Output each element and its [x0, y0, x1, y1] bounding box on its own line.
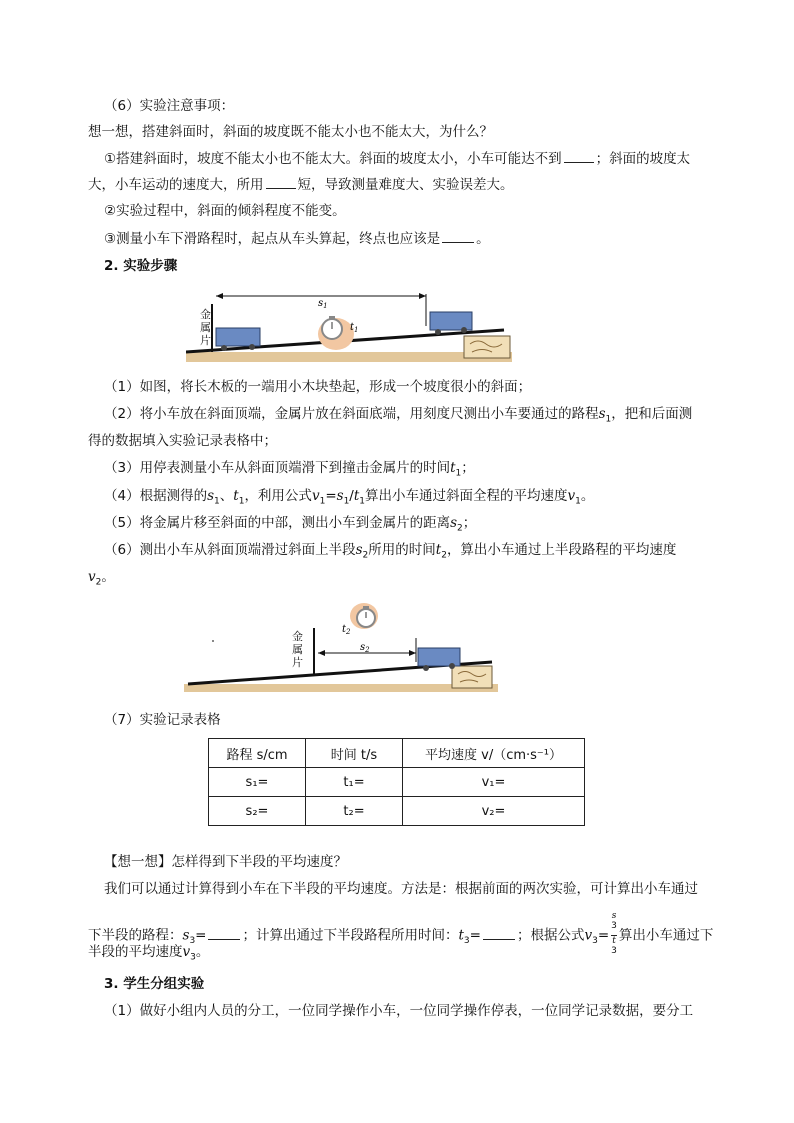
- note-3: ③测量小车下滑路程时，起点从车头算起，终点也应该是 。: [104, 228, 490, 249]
- table-surface: [184, 684, 498, 692]
- notes-heading: （6）实验注意事项：: [104, 98, 235, 114]
- t2-label: $t_2$: [342, 624, 351, 636]
- fill-blank[interactable]: [266, 174, 296, 189]
- table-cell[interactable]: s₁=: [209, 768, 306, 797]
- header-distance: 路程 s/cm: [209, 739, 306, 768]
- fill-blank[interactable]: [564, 148, 594, 163]
- step-6-line-2: $v_2$。: [88, 569, 115, 588]
- header-speed: 平均速度 v/（cm·s⁻¹）: [403, 739, 585, 768]
- step-7: （7）实验记录表格: [104, 712, 221, 728]
- plate-label: 金属片: [292, 630, 303, 669]
- step-2-line-2: 得的数据填入实验记录表格中；: [88, 433, 277, 449]
- plate-label: 金属片: [200, 308, 211, 347]
- note-2: ②实验过程中，斜面的倾斜程度不能变。: [104, 203, 346, 219]
- s1-label: $s_1$: [318, 298, 328, 310]
- wood-block: [452, 666, 492, 688]
- step-1: （1）如图，将长木板的一端用小木块垫起，形成一个坡度很小的斜面；: [104, 379, 532, 395]
- table-header-row: [209, 739, 585, 768]
- speed-formula: s $^3$ t $^3$: [611, 911, 617, 956]
- s2-label: $s_2$: [360, 642, 370, 654]
- fill-blank[interactable]: [208, 925, 240, 940]
- wood-block: [464, 336, 510, 358]
- table-cell[interactable]: t₂=: [306, 797, 403, 826]
- notes-question: 想一想，搭建斜面时，斜面的坡度既不能太小也不能太大，为什么？: [88, 124, 493, 140]
- think-p1: 我们可以通过计算得到小车在下半段的平均速度。方法是：根据前面的两次实验，可计算出小车通过: [104, 881, 698, 897]
- table-cell[interactable]: v₂=: [403, 797, 585, 826]
- table-surface: [186, 352, 512, 362]
- cart: [418, 648, 460, 666]
- t1-label: $t_1$: [350, 322, 359, 334]
- think-p2: 下半段的路程：$s_3=$ ；计算出通过下半段路程所用时间：$t_3=$ ；根据公式$v_3=$ s $^3$ t $^3$ 算出小车通过下: [88, 911, 713, 960]
- record-table: [208, 738, 585, 826]
- think-p3: 半段的平均速度$v_3$。: [88, 944, 210, 963]
- cart-bottom: [216, 328, 260, 346]
- table-row: [209, 797, 585, 826]
- fill-blank[interactable]: [442, 228, 474, 243]
- step-3: （3）用停表测量小车从斜面顶端滑下到撞击金属片的时间$t_1$；: [104, 460, 475, 479]
- table-row: [209, 768, 585, 797]
- incline-figure-2: [184, 600, 500, 696]
- group-p1: （1）做好小组内人员的分工，一位同学操作小车，一位同学操作停表，一位同学记录数据，要分工: [104, 1003, 694, 1019]
- steps-heading: 2. 实验步骤: [104, 258, 178, 274]
- step-2-line-1: （2）将小车放在斜面顶端，金属片放在斜面底端，用刻度尺测出小车要通过的路程$s_1$，把和后面测: [104, 406, 693, 425]
- header-time: 时间 t/s: [306, 739, 403, 768]
- cart-top: [430, 312, 472, 330]
- step-4: （4）根据测得的$s_1$、$t_1$，利用公式$v_1=s_1/t_1$算出小车通过斜面全程的平均速度$v_1$。: [104, 488, 595, 507]
- incline-figure-1: [186, 286, 514, 366]
- step-6-line-1: （6）测出小车从斜面顶端滑过斜面上半段$s_2$所用的时间$t_2$，算出小车通过上半段路程的平均速度: [104, 542, 677, 561]
- group-heading: 3. 学生分组实验: [104, 976, 205, 992]
- note-1-line-1: ①搭建斜面时，坡度不能太小也不能太大。斜面的坡度太小，小车可能达不到 ；斜面的坡度太: [104, 148, 690, 169]
- note-1-line-2: 大，小车运动的速度大，所用 短，导致测量难度大、实验误差大。: [88, 174, 514, 195]
- table-cell[interactable]: t₁=: [306, 768, 403, 797]
- step-5: （5）将金属片移至斜面的中部，测出小车到金属片的距离$s_2$；: [104, 515, 477, 534]
- table-cell[interactable]: s₂=: [209, 797, 306, 826]
- think-title: 【想一想】怎样得到下半段的平均速度？: [104, 854, 347, 870]
- table-cell[interactable]: v₁=: [403, 768, 585, 797]
- fill-blank[interactable]: [483, 925, 515, 940]
